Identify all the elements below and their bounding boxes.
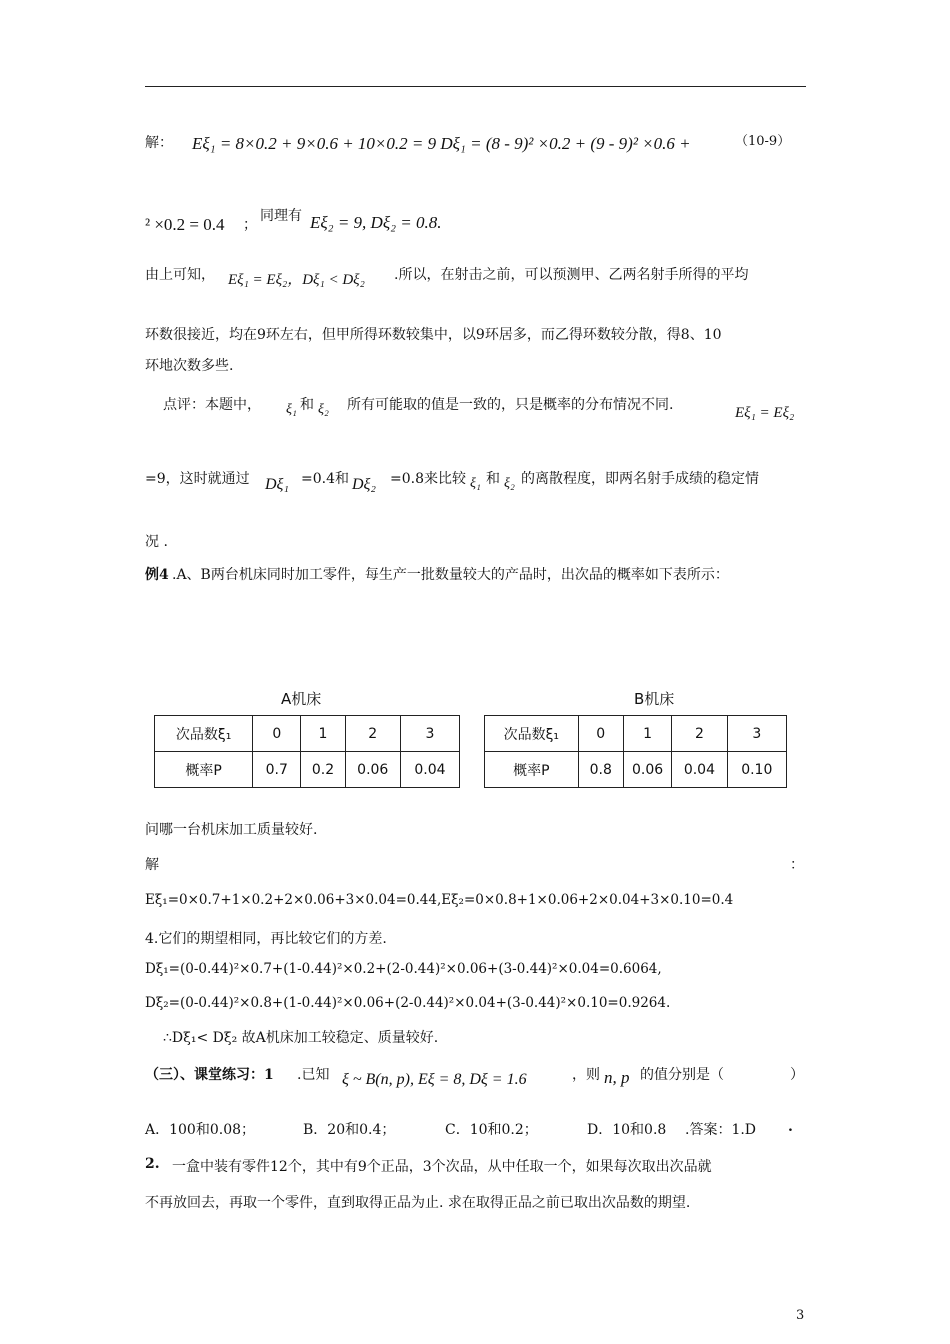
tableB-value: 3 (727, 716, 786, 752)
tableA-caption: A机床 (281, 690, 322, 708)
comment-xi1b: ξ₁ (470, 476, 481, 491)
option-a: A．100和0.08； (145, 1122, 256, 1138)
tableA-value: 2 (345, 716, 400, 752)
solution-text-similarly: 同理有 (260, 208, 302, 224)
example4-label: 例4 (145, 567, 169, 583)
tableA-row-probs (155, 752, 460, 788)
solution-formula-line2: ² ×0.2 = 0.4 (145, 215, 225, 234)
conclusion-line3: 环地次数多些. (145, 358, 234, 374)
comment-xi2: ξ₂ (318, 402, 329, 417)
problem2-label: 2. (145, 1156, 160, 1172)
solution2-variance2: Dξ₂=(0-0.44)²×0.8+(1-0.44)²×0.06+(2-0.44)²×0.04+(3-0.44)²×0.10=0.9264. (145, 995, 671, 1011)
solution2-colon: ： (790, 857, 804, 873)
comment-and-b: 和 (486, 471, 500, 487)
solution2-final: ∴Dξ₁< Dξ₂ 故A机床加工较稳定、质量较好. (163, 1030, 439, 1046)
tableA-value: 1 (301, 716, 345, 752)
solution-formula-tail: （10-9） (735, 134, 791, 149)
tableB-value: 1 (623, 716, 671, 752)
tableB-row-values (485, 716, 787, 752)
tableB-header-label: 次品数ξ₁ (485, 716, 579, 752)
comment-text-b: 所有可能取的值是一致的，只是概率的分布情况不同. (347, 397, 674, 413)
header-rule (145, 86, 806, 87)
tableA-row-values (155, 716, 460, 752)
practice-text3: 的值分别是（ (640, 1067, 724, 1083)
problem2-line1: 一盒中装有零件12个，其中有9个正品，3个次品，从中任取一个，如果每次取出次品就 (172, 1159, 712, 1175)
comment-text-c: =9，这时就通过 (145, 471, 250, 487)
solution-separator: ； (243, 217, 257, 233)
solution-formula-line2b: Eξ₂ = 9, Dξ₂ = 0.8. (310, 213, 442, 232)
conclusion-line2: 环数很接近，均在9环左右，但甲所得环数较集中，以9环居多，而乙得环数较分散，得8、10 (145, 327, 722, 343)
page-number: 3 (796, 1308, 805, 1323)
example4-text: .A、B两台机床同时加工零件，每生产一批数量较大的产品时，出次品的概率如下表所示： (172, 567, 729, 583)
tableB-prob: 0.04 (672, 752, 727, 788)
tableA-prob: 0.06 (345, 752, 400, 788)
tableA-value: 3 (400, 716, 459, 752)
tableB-prob: 0.8 (578, 752, 623, 788)
solution2-label: 解 (145, 857, 159, 873)
tableA (154, 715, 460, 788)
comment-formula: Eξ₁ = Eξ₂ (735, 405, 795, 421)
tableB-prob: 0.06 (623, 752, 671, 788)
solution-label: 解： (145, 135, 173, 151)
tableA-prob: 0.7 (253, 752, 301, 788)
comment-d1: Dξ₁ (265, 476, 289, 493)
conclusion-text: .所以，在射击之前，可以预测甲、乙两名射手所得的平均 (394, 267, 749, 283)
comment-d2: Dξ₂ (352, 476, 376, 493)
tableB-prob: 0.10 (727, 752, 786, 788)
tableB-value: 0 (578, 716, 623, 752)
option-d: D．10和0.8 (587, 1122, 667, 1138)
solution-formula-line1: Eξ₁ = 8×0.2 + 9×0.6 + 10×0.2 = 9 Dξ₁ = (8 - 9)² ×0.2 + (9 - 9)² ×0.6 + (192, 134, 691, 153)
solution2-variance1: Dξ₁=(0-0.44)²×0.7+(1-0.44)²×0.2+(2-0.44)²×0.06+(3-0.44)²×0.04=0.6064, (145, 961, 662, 977)
practice-close: ） (790, 1067, 804, 1083)
option-c: C．10和0.2； (445, 1122, 538, 1138)
conclusion-prefix: 由上可知， (145, 267, 215, 283)
tableA-header-label: 次品数ξ₁ (155, 716, 253, 752)
tableB-caption: B机床 (634, 690, 675, 708)
tableB-row-label: 概率P (485, 752, 579, 788)
tableB (484, 715, 787, 788)
solution2-expectation-cont: 4.它们的期望相同，再比较它们的方差. (145, 931, 387, 947)
option-b: B．20和0.4； (303, 1122, 396, 1138)
question-text: 问哪一台机床加工质量较好. (145, 822, 318, 838)
answer: .答案：1.D (685, 1122, 757, 1138)
tableA-prob: 0.04 (400, 752, 459, 788)
answer-dot: . (788, 1119, 793, 1135)
practice-formula2: n, p (604, 1068, 630, 1087)
practice-text: .已知 (297, 1067, 330, 1083)
comment-end: 况 . (145, 534, 168, 550)
comment-text-a: 点评：本题中， (163, 397, 261, 413)
problem2-line2: 不再放回去，再取一个零件，直到取得正品为止. 求在取得正品之前已取出次品数的期望. (145, 1195, 691, 1211)
comment-xi2b: ξ₂ (504, 476, 515, 491)
comment-text-e: =0.8来比较 (390, 471, 466, 487)
conclusion-formula: Eξ₁ = Eξ₂，Dξ₁ < Dξ₂ (228, 272, 365, 288)
tableA-value: 0 (253, 716, 301, 752)
tableB-row-probs (485, 752, 787, 788)
practice-formula: ξ ~ B(n, p), Eξ = 8, Dξ = 1.6 (342, 1071, 527, 1088)
tableB-value: 2 (672, 716, 727, 752)
tableA-row-label: 概率P (155, 752, 253, 788)
practice-text2: ，则 (572, 1067, 600, 1083)
practice-label: （三）、课堂练习：1 (145, 1067, 274, 1083)
comment-text-d: =0.4和 (301, 471, 349, 487)
comment-xi1: ξ₁ (286, 402, 297, 417)
comment-and: 和 (300, 397, 314, 413)
comment-text-f: 的离散程度，即两名射手成绩的稳定情 (521, 471, 759, 487)
solution2-expectation: Eξ₁=0×0.7+1×0.2+2×0.06+3×0.04=0.44,Eξ₂=0×0.8+1×0.06+2×0.04+3×0.10=0.4 (145, 892, 734, 908)
tableA-prob: 0.2 (301, 752, 345, 788)
